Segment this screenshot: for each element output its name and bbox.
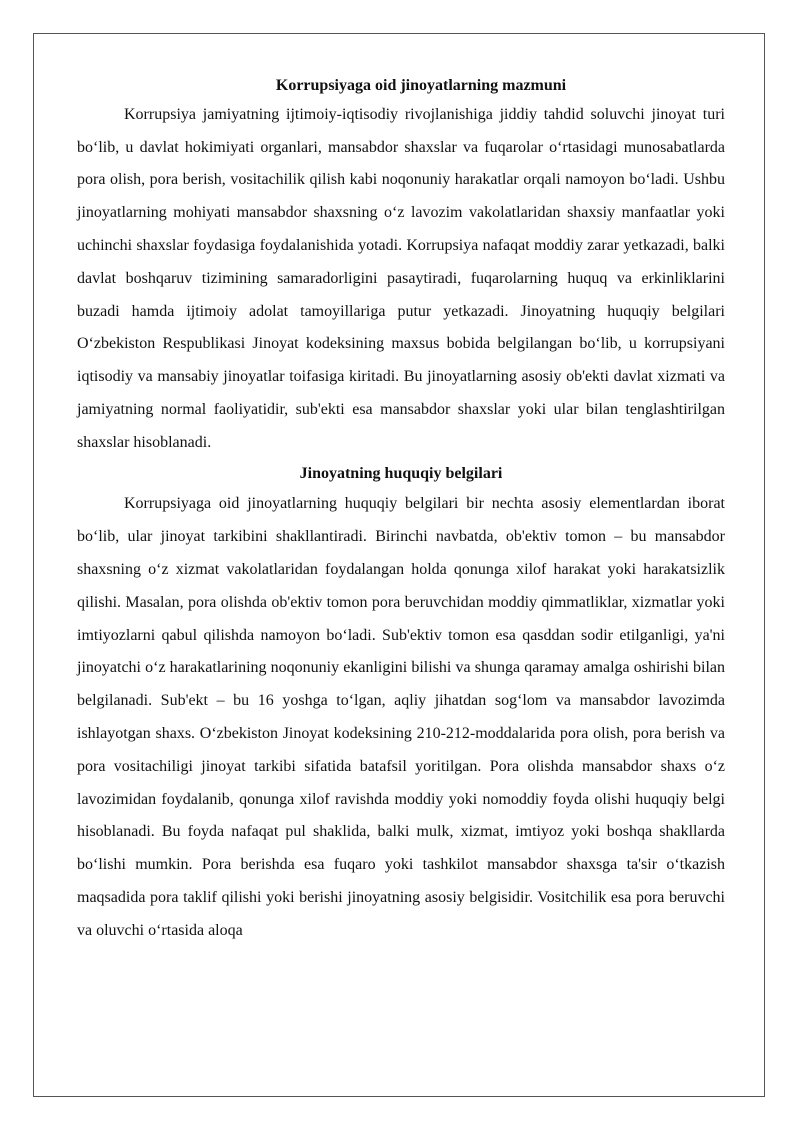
document-body [77, 74, 725, 948]
document-title: Korrupsiyaga oid jinoyatlarning mazmuni [275, 77, 567, 94]
section-heading: Jinoyatning huquqiy belgilari [299, 464, 503, 482]
paragraph-legal-features: Korrupsiyaga oid jinoyatlarning huquqiy belgilari bir nechta asosiy elementlardan iborat bo‘lib, ular jinoyat tarkibini shakllantiradi. Birinchi navbatda, ob'ektiv tomon – bu mansabdor shaxsning o‘z xizmat vakolatlaridan foydalangan holda qonunga xilof harakat yoki harakatsizlik qilishi. Masalan, pora olishda ob'ektiv tomon pora beruvchidan moddiy qimmatliklar, xizmatlar yoki imtiyozlarni qabul qilishda namoyon bo‘ladi. Sub'ektiv tomon esa qasddan sodir etilganligi, ya'ni jinoyatchi o‘z harakatlarining noqonuniy ekanligini bilishi va shunga qaramay amalga oshirishi bilan belgilanadi. Sub'ekt – bu 16 yoshga to‘lgan, aqliy jihatdan sog‘lom va mansabdor lavozimda ishlayotgan shaxs. O‘zbekiston Jinoyat kodeksining 210-212-moddalarida pora olish, pora berish va pora vositachiligi jinoyat tarkibi sifatida batafsil yoritilgan. Pora olishda mansabdor shaxs o‘z lavozimidan foydalanib, qonunga xilof ravishda moddiy yoki nomoddiy foyda olishi huquqiy belgi hisoblanadi. Bu foyda nafaqat pul shaklida, balki mulk, xizmat, imtiyoz yoki boshqa shakllarda bo‘lishi mumkin. Pora berishda esa fuqaro yoki tashkilot mansabdor shaxsga ta'sir o‘tkazish maqsadida pora taklif qilishi yoki berishi jinoyatning asosiy belgisidir. Vositchilik esa pora beruvchi va oluvchi o‘rtasida aloqa [77, 495, 725, 939]
paragraph-intro: Korrupsiya jamiyatning ijtimoiy-iqtisodiy rivojlanishiga jiddiy tahdid soluvchi jinoyat turi bo‘lib, u davlat hokimiyati organlari, mansabdor shaxslar va fuqarolar o‘rtasidagi munosabatlarda pora olish, pora berish, vositachilik qilish kabi noqonuniy harakatlar orqali namoyon bo‘ladi. Ushbu jinoyatlarning mohiyati mansabdor shaxsning o‘z lavozim vakolatlaridan shaxsiy manfaatlar yoki uchinchi shaxslar foydasiga foydalanishida yotadi. Korrupsiya nafaqat moddiy zarar yetkazadi, balki davlat boshqaruv tizimining samaradorligini pasaytiradi, fuqarolarning huquq va erkinliklarini buzadi hamda ijtimoiy adolat tamoyillariga putur yetkazadi. Jinoyatning huquqiy belgilari O‘zbekiston Respublikasi Jinoyat kodeksining maxsus bobida belgilangan bo‘lib, u korrupsiyani iqtisodiy va mansabiy jinoyatlar toifasiga kiritadi. Bu jinoyatlarning asosiy ob'ekti davlat xizmati va jamiyatning normal faoliyatidir, sub'ekti esa mansabdor shaxslar yoki ular bilan tenglashtirilgan shaxslar hisoblanadi. [77, 105, 725, 451]
